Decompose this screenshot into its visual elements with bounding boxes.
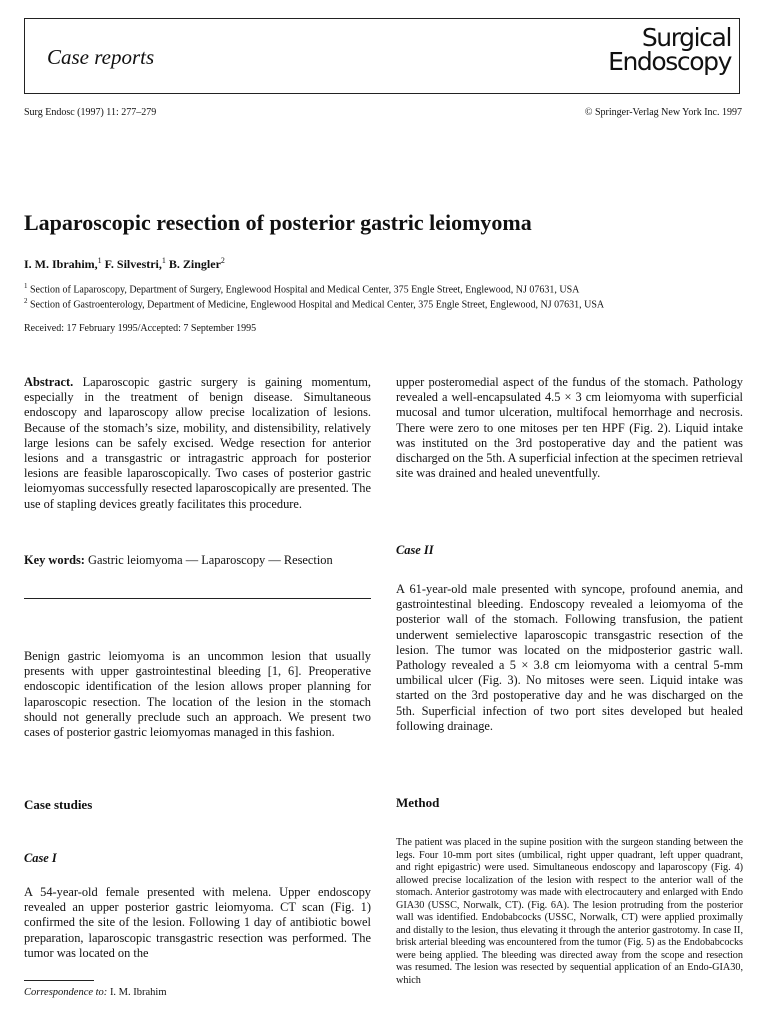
journal-logo-line-2: Endoscopy bbox=[608, 47, 731, 76]
journal-header bbox=[24, 18, 740, 94]
author-affiliation-mark: 2 bbox=[220, 256, 225, 265]
case-2-paragraph: A 61-year-old male presented with syncope, profound anemia, and gastrointestinal bleeding. Endoscopy revealed a leiomyoma of the posterior wall of the stomach. Following transfusion, the patient underwent semielective laparoscopic transgastric resection of the lesion. The tumor was located on the midposterior gastric wall. Pathology revealed a 5 × 3.8 cm leiomyoma with a central 5-mm umbilical ulcer (Fig. 3). No mitoses were seen. Liquid intake was started on the 3rd postoperative day and he was discharged on the 5th. Superficial infection of two port sites developed but healed following drainage. bbox=[396, 582, 743, 733]
case-1-continued-paragraph: upper posteromedial aspect of the fundus of the stomach. Pathology revealed a well-encapsulated 4.5 × 3 cm leiomyoma with superficial mucosal and tumor ulceration, multifocal hemorrhage and necrosis. There were zero to one mitoses per ten HPF (Fig. 2). Liquid intake was instituted on the 3rd postoperative day and the patient was discharged on the 5th. A superficial infection at the specimen retrieval site was drained and healed uneventfully. bbox=[396, 375, 743, 481]
affiliation bbox=[24, 297, 744, 310]
section-heading-case-studies: Case studies bbox=[24, 797, 93, 812]
journal-logo-line-1: Surgical bbox=[641, 23, 731, 52]
affiliation-text: Section of Laparoscopy, Department of Surgery, Englewood Hospital and Medical Center, 375 Engle Street, Englewood, NJ 07631, USA bbox=[30, 284, 580, 296]
subheading-case-2: Case II bbox=[396, 543, 434, 557]
author-name: B. Zingler bbox=[168, 257, 221, 271]
keywords-label: Key words: bbox=[24, 553, 85, 567]
keywords-text: Gastric leiomyoma — Laparoscopy — Resection bbox=[88, 553, 333, 567]
subheading-case-1: Case I bbox=[24, 851, 57, 865]
footnote-divider bbox=[24, 980, 94, 981]
journal-logo bbox=[608, 23, 731, 76]
correspondence-note bbox=[24, 987, 167, 998]
affiliation-number: 2 bbox=[24, 297, 28, 305]
author-name: I. M. Ibrahim, bbox=[24, 257, 98, 271]
affiliation-text: Section of Gastroenterology, Department of Medicine, Englewood Hospital and Medical Center, 375 Engle Street, Englewood, NJ 07631, USA bbox=[30, 299, 605, 311]
abstract-text: Laparoscopic gastric surgery is gaining momentum, especially in the treatment of benign disease. Simultaneous endoscopy and laparoscopy allow precise localization of lesions. Because of the stomach’s size, mobility, and distensibility, relatively large lesions can be safely excised. Wedge resection for anterior lesions and a transgastric or intragastric approach for posterior lesions are feasible laparoscopically. Two cases of posterior gastric leiomyomas successfully resected laparoscopically are presented. The use of stapling devices greatly facilitates this procedure. bbox=[24, 375, 371, 511]
introduction-paragraph: Benign gastric leiomyoma is an uncommon lesion that usually presents with upper gastrointestinal bleeding [1, 6]. Preoperative endoscopic identification of the lesion allows proper planning for laparoscopic resection. The location of the lesion in the stomach should not generally preclude such an approach. We present two cases of posterior gastric leiomyomas managed in this fashion. bbox=[24, 649, 371, 740]
citation: Surg Endosc (1997) 11: 277–279 bbox=[24, 107, 157, 118]
affiliation-number: 1 bbox=[24, 282, 28, 290]
section-heading-method: Method bbox=[396, 795, 440, 810]
author-list bbox=[24, 256, 225, 272]
affiliation bbox=[24, 282, 744, 295]
keywords bbox=[24, 553, 371, 568]
author-affiliation-mark: 1 bbox=[97, 256, 102, 265]
section-label: Case reports bbox=[47, 45, 155, 69]
case-1-paragraph: A 54-year-old female presented with melena. Upper endoscopy revealed an upper posterior gastric leiomyoma. CT scan (Fig. 1) confirmed the site of the lesion. Following 1 day of antibiotic bowel preparation, laparoscopic transgastric resection was performed. The tumor was located on the bbox=[24, 885, 371, 960]
correspondence-name: I. M. Ibrahim bbox=[109, 987, 167, 998]
received-dates: Received: 17 February 1995/Accepted: 7 September 1995 bbox=[24, 323, 257, 334]
method-paragraph: The patient was placed in the supine position with the surgeon standing between the legs. Four 10-mm port sites (umbilical, right upper quadrant, left upper quadrant, and right epigastric) were used. Simultaneous endoscopy and laparoscopy (Fig. 4) allowed precise localization of the lesion with respect to the anterior wall of the stomach. Anterior gastrotomy was made with electrocautery and enlarged with Endo GIA30 (USSC, Norwalk, CT). (Fig. 6A). The lesion protruding from the posterior wall was identified. Endobabcocks (USSC, Norwalk, CT) were applied proximally and distally to the lesion, thus elevating it through the anterior gastrotomy. In case II, brisk arterial bleeding was encountered from the tumor (Fig. 5) as the Endobabcocks were being applied. The bleeding was directed away from the scope and resection was resumed. The lesion was resected by sequential application of an Endo-GIA30, which bbox=[396, 837, 743, 986]
copyright: © Springer-Verlag New York Inc. 1997 bbox=[584, 107, 742, 118]
author-name: F. Silvestri, bbox=[104, 257, 162, 271]
article-title: Laparoscopic resection of posterior gastric leiomyoma bbox=[24, 210, 532, 235]
abstract-label: Abstract. bbox=[24, 375, 74, 389]
keywords-divider bbox=[24, 598, 371, 599]
abstract bbox=[24, 375, 371, 512]
author-affiliation-mark: 1 bbox=[161, 256, 166, 265]
correspondence-label: Correspondence to: bbox=[24, 987, 108, 998]
